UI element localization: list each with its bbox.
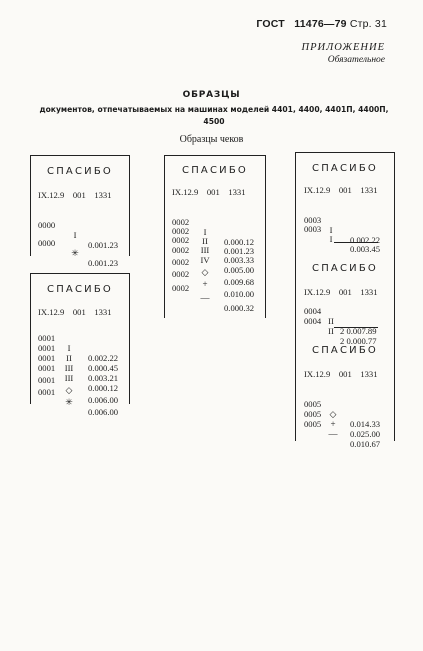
row-code: 0001 (38, 353, 56, 363)
row-code: 0005 (304, 399, 322, 409)
subtitle-line-1: документов, отпечатываемых на машинах моделей 4401, 4400, 4401П, 4400П, (39, 105, 389, 114)
row-mark: II (328, 326, 334, 336)
standard-number: 11476—79 (294, 18, 347, 30)
row-code: 0004 (304, 316, 322, 326)
row-amount: 0.001.23 (88, 240, 119, 250)
asterisk-icon: ✳ (71, 248, 79, 258)
receipt-thanks: СПАСИБО (47, 284, 113, 295)
receipt-thanks: СПАСИБО (47, 166, 113, 177)
row-amount: 2 0.007.89 (340, 326, 377, 336)
row-amount: 0.003.21 (88, 373, 119, 383)
row-code: 0000 (38, 220, 56, 230)
document-subtitle (34, 104, 394, 128)
receipt-row (38, 228, 128, 268)
receipt-header: IX.12.9 001 1331 (38, 190, 112, 200)
row-mark: I (67, 343, 71, 353)
row-amount: 0.003.45 (350, 244, 381, 254)
appendix-title: ПРИЛОЖЕНИЕ (301, 42, 385, 53)
row-amount: 0.002.22 (350, 235, 381, 245)
receipt-thanks: СПАСИБО (312, 345, 378, 356)
row-amount: 0.001.23 (224, 246, 255, 256)
row-code: 0002 (172, 283, 190, 293)
receipt-thanks: СПАСИБО (182, 165, 248, 176)
receipt-1 (30, 155, 130, 268)
row-code: 0005 (304, 419, 322, 429)
appendix-block (302, 42, 386, 66)
row-amount: 0.009.68 (224, 277, 255, 287)
section-title: Образцы чеков (179, 134, 244, 145)
row-amount: 0.010.67 (350, 439, 381, 449)
row-amount: 0.000.45 (88, 363, 119, 373)
appendix-note: Обязательное (327, 55, 385, 65)
row-code: 0001 (38, 363, 56, 373)
diamond-icon: ◇ (201, 267, 209, 277)
row-code: 0002 (172, 269, 190, 279)
row-code: 0004 (304, 306, 322, 316)
row-code: 0002 (172, 245, 190, 255)
receipt-thanks: СПАСИБО (312, 163, 378, 174)
receipt-thanks: СПАСИБО (312, 263, 378, 274)
row-code: 0002 (172, 226, 190, 236)
receipt-row (38, 210, 128, 250)
row-mark: II (66, 353, 72, 363)
row-amount: 0.003.33 (224, 255, 255, 265)
row-amount: 0.000.32 (224, 303, 255, 313)
row-code: 0000 (38, 238, 56, 248)
row-amount: 2 0.000.77 (340, 336, 377, 346)
row-code: 0001 (38, 333, 56, 343)
row-amount: 0.001.23 (88, 258, 119, 268)
subtitle-line-2: 4500 (203, 117, 225, 126)
row-code: 0001 (38, 375, 56, 385)
receipt-header: IX.12.9 001 1331 (304, 369, 378, 379)
row-code: 0001 (38, 387, 56, 397)
row-code: 0002 (172, 257, 190, 267)
receipt-header: IX.12.9 001 1331 (304, 185, 378, 195)
row-mark: III (64, 373, 74, 383)
row-code: 0002 (172, 217, 190, 227)
receipt-header: IX.12.9 001 1331 (172, 187, 246, 197)
row-code: 0001 (38, 343, 56, 353)
standard-label: ГОСТ (256, 18, 285, 30)
receipt-separator (334, 242, 378, 243)
row-amount: 0.002.22 (88, 353, 119, 363)
minus-icon: — (200, 293, 210, 303)
row-mark: IV (200, 255, 210, 265)
row-mark: I (203, 227, 207, 237)
receipt-row (304, 389, 394, 429)
receipt-separator (334, 327, 378, 328)
row-amount: 0.000.12 (88, 383, 119, 393)
receipt-4 (295, 152, 395, 449)
row-mark: I (329, 225, 333, 235)
minus-icon: — (328, 429, 338, 439)
page-header (256, 18, 387, 30)
row-mark: III (64, 363, 74, 373)
row-amount: 0.014.33 (350, 419, 381, 429)
row-amount: 0.006.00 (88, 395, 119, 405)
document-title: ОБРАЗЦЫ (182, 90, 241, 100)
page-number: 31 (374, 18, 387, 30)
plus-icon: + (202, 279, 208, 289)
receipt-2 (30, 273, 130, 417)
row-code: 0002 (172, 235, 190, 245)
asterisk-icon: ✳ (65, 397, 73, 407)
row-code: 0005 (304, 409, 322, 419)
receipt-row (304, 296, 394, 336)
diamond-icon: ◇ (329, 409, 337, 419)
row-code: 0003 (304, 224, 322, 234)
row-amount: 0.025.00 (350, 429, 381, 439)
row-amount: 0.000.12 (224, 237, 255, 247)
row-amount: 0.006.00 (88, 407, 119, 417)
row-mark: II (202, 236, 208, 246)
row-mark: I (329, 234, 333, 244)
row-amount: 0.010.00 (224, 289, 255, 299)
receipt-3 (164, 155, 266, 318)
row-code: 0003 (304, 215, 322, 225)
row-amount: 0.005.00 (224, 265, 255, 275)
receipt-header: IX.12.9 001 1331 (304, 287, 378, 297)
row-mark: III (200, 245, 210, 255)
row-mark: I (73, 230, 77, 240)
plus-icon: + (330, 419, 336, 429)
row-mark: II (328, 316, 334, 326)
receipt-header: IX.12.9 001 1331 (38, 307, 112, 317)
diamond-icon: ◇ (65, 385, 73, 395)
page-label: Стр. (349, 18, 372, 30)
